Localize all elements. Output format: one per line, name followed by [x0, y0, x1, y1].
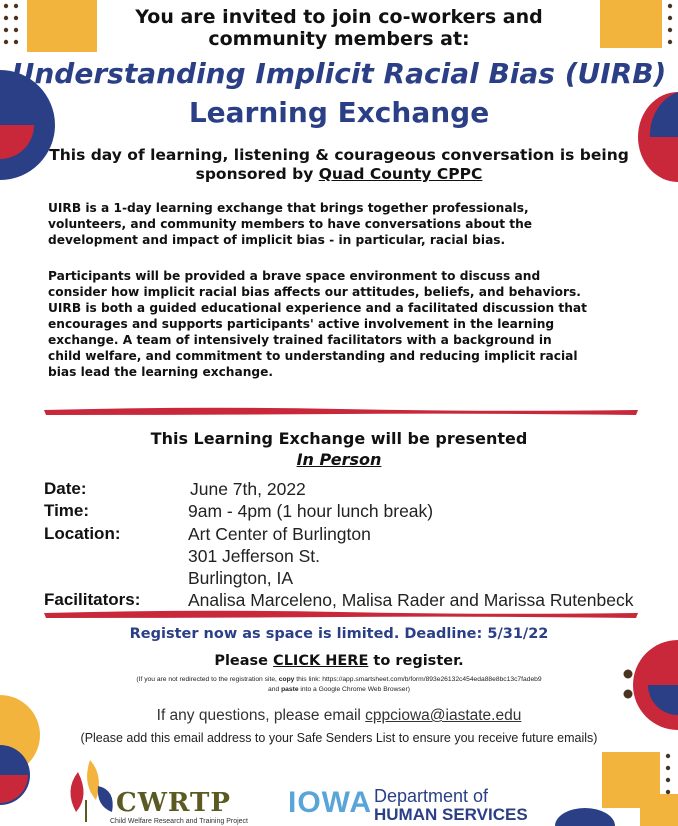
- divider-bottom: [44, 611, 638, 618]
- gold-square-bottom-right-2: [640, 794, 678, 826]
- presentation-heading: This Learning Exchange will be presented In Person: [0, 428, 678, 470]
- divider-top: [44, 408, 638, 415]
- sponsor-tagline: This day of learning, listening & courageous conversation is being sponsored by Quad County CPPC: [49, 146, 629, 183]
- date-value: June 7th, 2022: [190, 479, 306, 499]
- facilitators-label: Facilitators:: [44, 590, 141, 609]
- contact-line: If any questions, please email cppciowa@iastate.edu: [156, 707, 522, 724]
- registration-fallback-note: (If you are not redirected to the registration site, copy this link: https://app.smartsheet.com/b/form/893e26132c454eda88e8bc13c7fadeb9 and paste into a Google Chrome Web Browser): [136, 676, 542, 693]
- location-label: Location:: [44, 524, 121, 543]
- facilitators-value: Analisa Marceleno, Malisa Rader and Marissa Rutenbeck: [188, 590, 634, 610]
- cwrtp-full-name: Child Welfare Research and Training Project: [110, 818, 248, 825]
- time-value: 9am - 4pm (1 hour lunch break): [188, 501, 434, 521]
- register-instruction: Please CLICK HERE to register.: [214, 653, 464, 669]
- event-title: Understanding Implicit Racial Bias (UIRB): [11, 57, 667, 90]
- in-person-label: In Person: [296, 450, 382, 469]
- click-here-link[interactable]: CLICK HERE: [273, 653, 369, 669]
- dot-grid-bottom-right: [666, 754, 670, 794]
- description-paragraph-2: Participants will be provided a brave space environment to discuss and consider how implicit racial bias affects our attitudes, beliefs, and behaviors. UIRB is both a guided educational experience and a facilitated discussion that encourages and supports participants' active involvement in the learning exchange. A team of intensively trained facilitators with a background in child welfare, and commitment to understanding and reducing implicit racial bias lead the learning exchange.: [48, 269, 587, 379]
- deadline-notice: Register now as space is limited. Deadline: 5/31/22: [129, 626, 549, 642]
- sponsor-name: Quad County CPPC: [318, 165, 483, 183]
- iowa-logo-text: IOWA: [288, 786, 372, 819]
- description-paragraph-1: UIRB is a 1-day learning exchange that brings together professionals, volunteers, and community members to have conversations about the development and impact of implicit bias - in particular, racial bias.: [48, 201, 533, 247]
- invitation-heading: You are invited to join co-workers and community members at:: [135, 6, 543, 50]
- cwrtp-logo-text: CWRTP: [116, 788, 231, 818]
- dhs-line-2: HUMAN SERVICES: [374, 805, 528, 824]
- location-value: Art Center of Burlington 301 Jefferson St. Burlington, IA: [188, 524, 371, 588]
- date-label: Date:: [44, 479, 87, 498]
- dhs-line-1: Department of: [374, 786, 489, 806]
- safe-senders-note: (Please add this email address to your Safe Senders List to ensure you receive future emails): [80, 731, 598, 745]
- event-subtitle: Learning Exchange: [188, 96, 490, 129]
- contact-email-link[interactable]: cppciowa@iastate.edu: [365, 707, 522, 724]
- cwrtp-leaf-icon: [70, 760, 112, 822]
- time-label: Time:: [44, 501, 90, 520]
